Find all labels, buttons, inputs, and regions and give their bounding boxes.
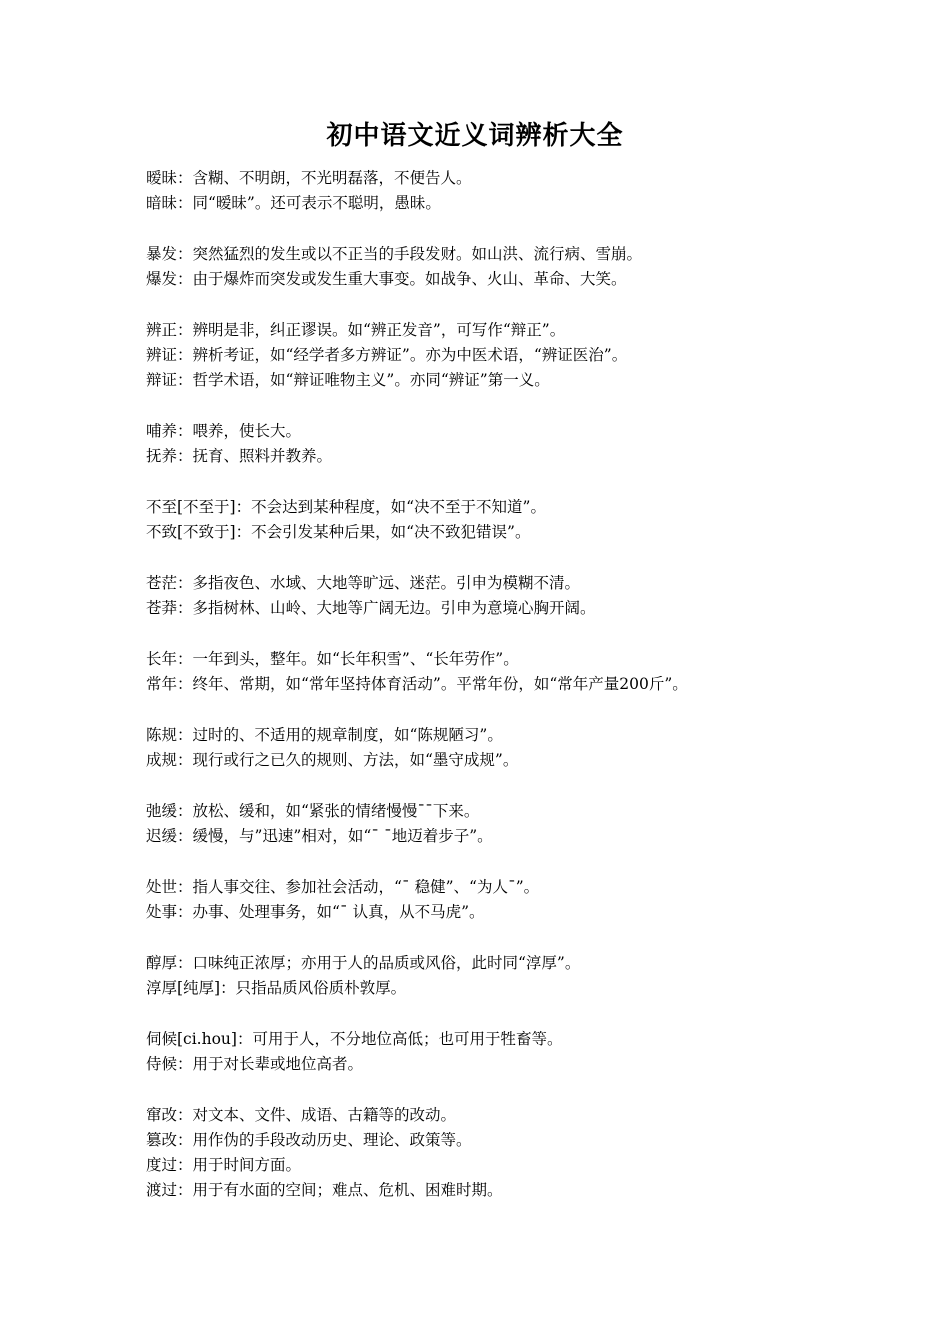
entry-line: 篡改：用作伪的手段改动历史、理论、政策等。 [146, 1131, 472, 1149]
entry-line: 辩证：哲学术语，如“辩证唯物主义”。亦同“辨证”第一义。 [146, 371, 550, 389]
entry-group [146, 1027, 866, 1077]
entry-line: 迟缓：缓慢，与”迅速”相对，如“¯ ¯地迈着步子”。 [146, 827, 493, 845]
entry-group [146, 495, 866, 545]
entry-line: 哺养：喂养，使长大。 [146, 422, 302, 440]
entry-line: 陈规：过时的、不适用的规章制度，如“陈规陋习”。 [146, 726, 503, 744]
entry-line: 暗昧：同“暧昧”。还可表示不聪明，愚昧。 [146, 194, 441, 212]
entry-group [146, 1103, 866, 1203]
entry-group [146, 166, 866, 216]
entry-line: 抚养：抚育、照料并教养。 [146, 447, 333, 465]
document-body [146, 166, 866, 1229]
entry-line: 处事：办事、处理事务，如“¯ 认真，从不马虎”。 [146, 903, 485, 921]
entry-line: 侍候：用于对长辈或地位高者。 [146, 1055, 364, 1073]
entry-line: 暴发：突然猛烈的发生或以不正当的手段发财。如山洪、流行病、雪崩。 [146, 245, 643, 263]
entry-line: 辨正：辨明是非，纠正谬误。如“辨正发音”，可写作“辩正”。 [146, 321, 566, 339]
entry-group [146, 951, 866, 1001]
entry-line: 淳厚[纯厚]：只指品质风俗质朴敦厚。 [146, 979, 407, 997]
entry-line: 苍茫：多指夜色、水域、大地等旷远、迷茫。引申为模糊不清。 [146, 574, 581, 592]
entry-line: 醇厚：口味纯正浓厚；亦用于人的品质或风俗，此时同“淳厚”。 [146, 954, 581, 972]
entry-group [146, 875, 866, 925]
entry-group [146, 571, 866, 621]
entry-line: 不至[不至于]：不会达到某种程度，如“决不至于不知道”。 [146, 498, 546, 516]
entry-line: 辨证：辨析考证，如“经学者多方辨证”。亦为中医术语，“辨证医治”。 [146, 346, 628, 364]
entry-line: 窜改：对文本、文件、成语、古籍等的改动。 [146, 1106, 457, 1124]
entry-line: 长年：一年到头，整年。如“长年积雪”、“长年劳作”。 [146, 650, 519, 668]
entry-line: 常年：终年、常期，如“常年坚持体育活动”。平常年份，如“常年产量200斤”。 [146, 675, 688, 693]
entry-group [146, 647, 866, 697]
entry-line: 处世：指人事交往、参加社会活动，“¯ 稳健”、“为人¯”。 [146, 878, 540, 896]
entry-line: 苍莽：多指树林、山岭、大地等广阔无边。引申为意境心胸开阔。 [146, 599, 596, 617]
entry-line: 不致[不致于]：不会引发某种后果，如“决不致犯错误”。 [146, 523, 531, 541]
entry-line: 成规：现行或行之已久的规则、方法，如“墨守成规”。 [146, 751, 519, 769]
entry-line: 度过：用于时间方面。 [146, 1156, 302, 1174]
entry-line: 爆发：由于爆炸而突发或发生重大事变。如战争、火山、革命、大笑。 [146, 270, 627, 288]
document-title: 初中语文近义词辨析大全 [326, 121, 624, 151]
entry-line: 弛缓：放松、缓和，如“紧张的情绪慢慢¯¯下来。 [146, 802, 480, 820]
entry-group [146, 318, 866, 393]
entry-group [146, 419, 866, 469]
entry-group [146, 242, 866, 292]
entry-line: 暧昧：含糊、不明朗，不光明磊落，不便告人。 [146, 169, 472, 187]
entry-group [146, 723, 866, 773]
entry-line: 渡过：用于有水面的空间；难点、危机、困难时期。 [146, 1181, 503, 1199]
entry-group [146, 799, 866, 849]
entry-line: 伺候[ci.hou]：可用于人，不分地位高低；也可用于牲畜等。 [146, 1030, 563, 1048]
